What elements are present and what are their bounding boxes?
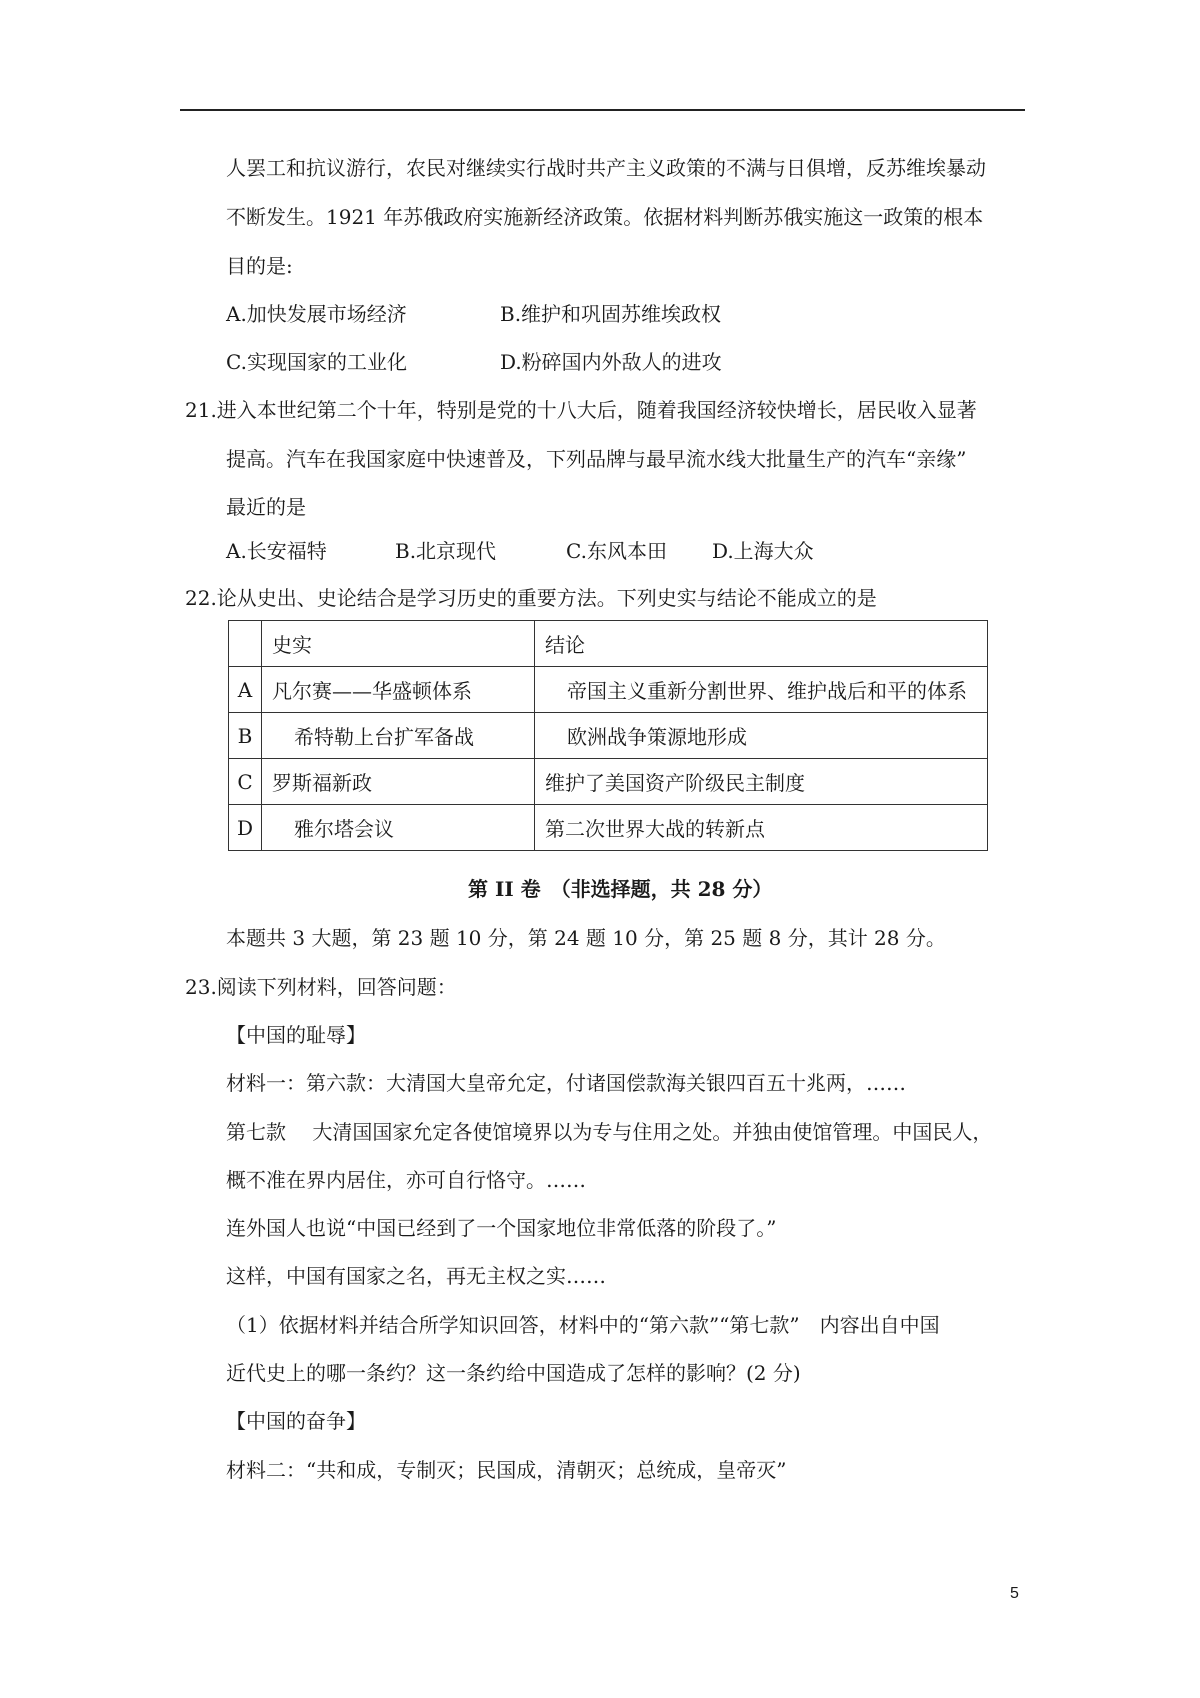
table-header-row <box>229 621 988 667</box>
q23-article-7-cont: 概不准在界内居住，亦可自行恪守。…… <box>226 1168 586 1192</box>
q23-material-2: 材料二：“共和成，专制灭；民国成，清朝灭；总统成，皇帝灭” <box>226 1458 787 1482</box>
q23-material-1: 材料一：第六款：大清国大皇帝允定，付诸国偿款海关银四百五十兆两，…… <box>226 1071 906 1095</box>
q20-option-b: B.维护和巩固苏维埃政权 <box>500 302 722 326</box>
header-rule <box>180 109 1025 111</box>
table-cell-conclusion: 第二次世界大战的转新点 <box>535 805 988 851</box>
q23-article-7: 第七款 大清国国家允定各使馆境界以为专与住用之处。并独由使馆管理。中国民人， <box>226 1120 993 1144</box>
table-cell-fact: 雅尔塔会议 <box>262 805 535 851</box>
table-header-cell <box>229 621 262 667</box>
table-cell-option: A <box>229 667 262 713</box>
q23-sovereignty: 这样，中国有国家之名，再无主权之实…… <box>226 1264 606 1288</box>
table-header-cell: 史实 <box>262 621 535 667</box>
q20-option-a: A.加快发展市场经济 <box>226 302 407 326</box>
table-cell-option: C <box>229 759 262 805</box>
table-row <box>229 759 988 805</box>
table-row <box>229 667 988 713</box>
q23-sub-question-1-cont: 近代史上的哪一条约？这一条约给中国造成了怎样的影响？(2 分) <box>226 1361 801 1385</box>
table-cell-fact: 凡尔赛——华盛顿体系 <box>262 667 535 713</box>
passage-line-2: 不断发生。1921 年苏俄政府实施新经济政策。依据材料判断苏俄实施这一政策的根本 <box>226 205 984 229</box>
table-cell-fact: 罗斯福新政 <box>262 759 535 805</box>
table-cell-conclusion: 维护了美国资产阶级民主制度 <box>535 759 988 805</box>
section-title: 第 II 卷 （非选择题，共 28 分） <box>468 877 773 901</box>
q21-option-d: D.上海大众 <box>712 539 814 563</box>
q22-stem: 22.论从史出、史论结合是学习历史的重要方法。下列史实与结论不能成立的是 <box>185 586 877 610</box>
table-row <box>229 713 988 759</box>
q23-sub-question-1: （1）依据材料并结合所学知识回答，材料中的“第六款”“第七款” 内容出自中国 <box>226 1313 940 1337</box>
table-cell-option: B <box>229 713 262 759</box>
q21-option-b: B.北京现代 <box>395 539 497 563</box>
table-cell-conclusion: 欧洲战争策源地形成 <box>535 713 988 759</box>
section-note: 本题共 3 大题，第 23 题 10 分，第 24 题 10 分，第 25 题 8 分，其计 28 分。 <box>226 926 946 950</box>
passage-line-3: 目的是: <box>226 254 293 278</box>
q23-stem: 23.阅读下列材料，回答问题： <box>185 975 457 999</box>
q21-line-3: 最近的是 <box>226 495 306 519</box>
table-row <box>229 805 988 851</box>
q21-option-c: C.东风本田 <box>566 539 667 563</box>
table-cell-option: D <box>229 805 262 851</box>
history-table <box>228 620 988 851</box>
passage-line-1: 人罢工和抗议游行，农民对继续实行战时共产主义政策的不满与日俱增，反苏维埃暴动 <box>226 156 986 180</box>
q23-heading-shame: 【中国的耻辱】 <box>226 1023 366 1047</box>
q23-quote: 连外国人也说“中国已经到了一个国家地位非常低落的阶段了。” <box>226 1216 777 1240</box>
q20-option-c: C.实现国家的工业化 <box>226 350 407 374</box>
page-number: 5 <box>1010 1585 1019 1602</box>
q21-line-2: 提高。汽车在我国家庭中快速普及，下列品牌与最早流水线大批量生产的汽车“亲缘” <box>226 447 967 471</box>
table-cell-fact: 希特勒上台扩军备战 <box>262 713 535 759</box>
q21-line-1: 21.进入本世纪第二个十年，特别是党的十八大后，随着我国经济较快增长，居民收入显著 <box>185 398 977 422</box>
q23-heading-struggle: 【中国的奋争】 <box>226 1409 366 1433</box>
table-cell-conclusion: 帝国主义重新分割世界、维护战后和平的体系 <box>535 667 988 713</box>
table-header-cell: 结论 <box>535 621 988 667</box>
q21-option-a: A.长安福特 <box>226 539 327 563</box>
q20-option-d: D.粉碎国内外敌人的进攻 <box>500 350 722 374</box>
